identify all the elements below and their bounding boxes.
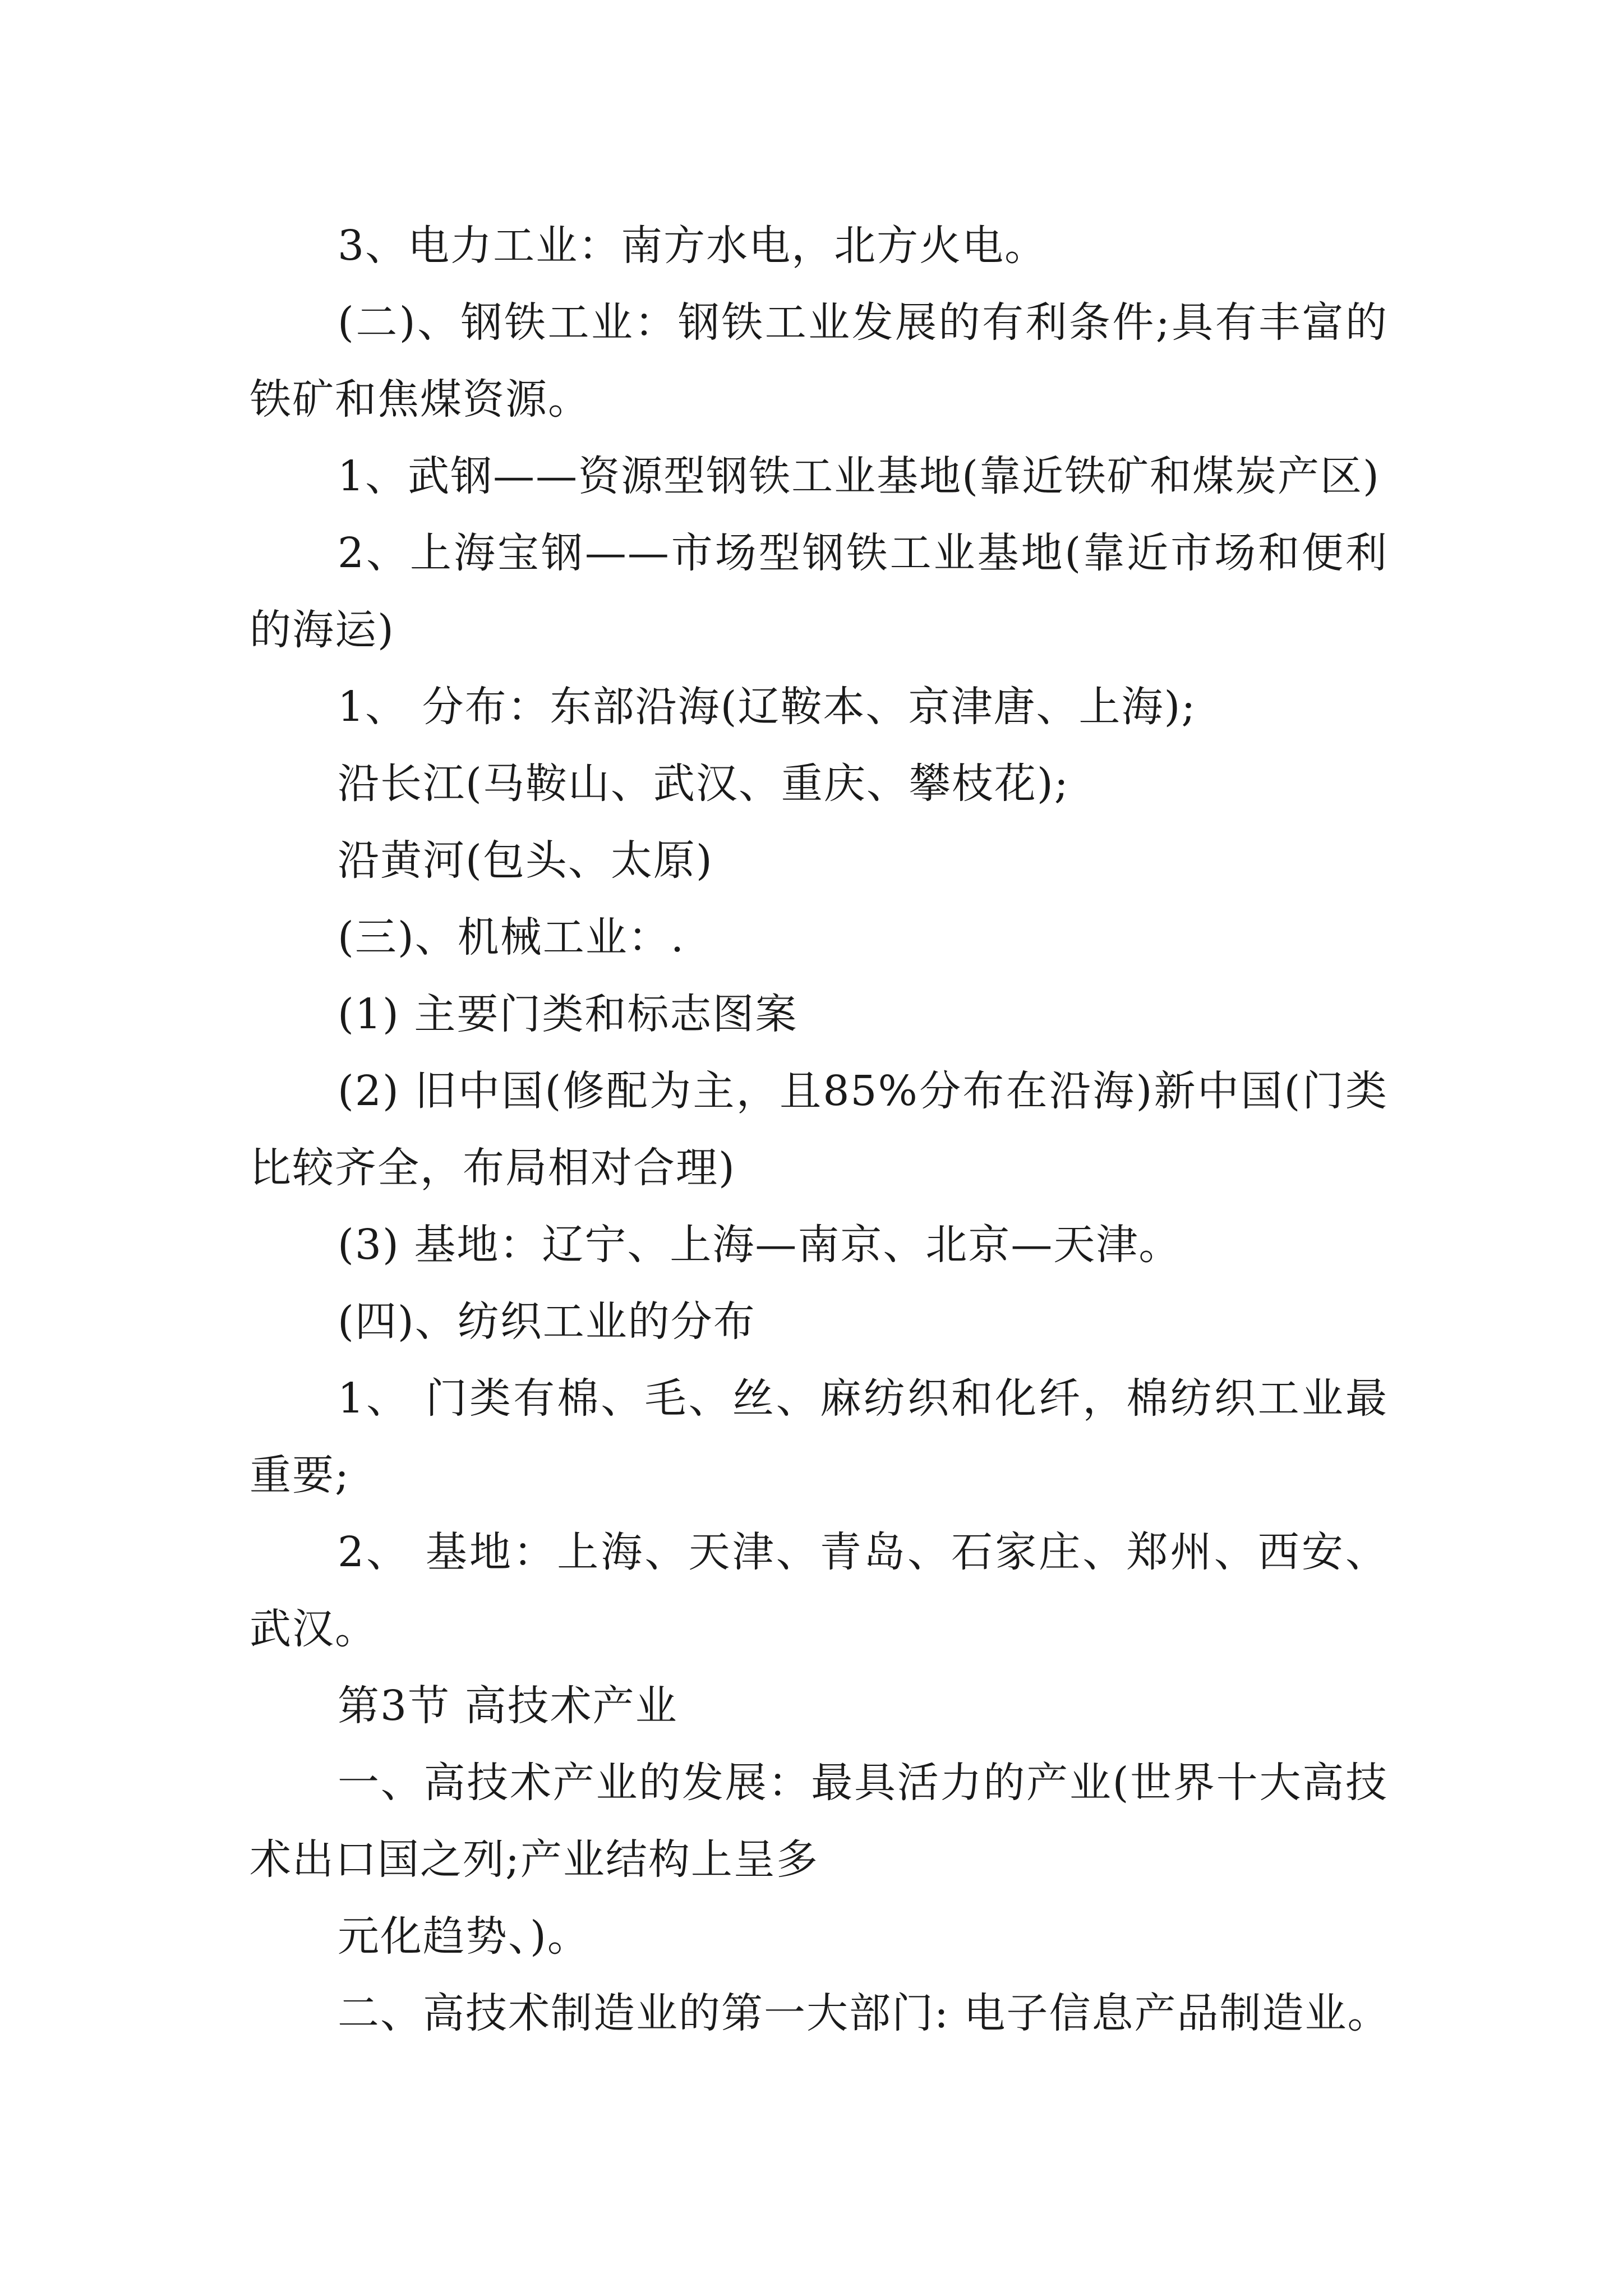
paragraph-steel-industry: (二)、钢铁工业：钢铁工业发展的有利条件;具有丰富的铁矿和焦煤资源。	[250, 298, 1388, 424]
paragraph-wugang: 1、武钢——资源型钢铁工业基地(靠近铁矿和煤炭产区)	[338, 452, 1380, 500]
paragraph-high-tech-continuation: 元化趋势、)。	[338, 1912, 590, 1961]
paragraph-baogang: 2、上海宝钢——市场型钢铁工业基地(靠近市场和便利的海运)	[250, 529, 1388, 654]
paragraph-textile-industry: (四)、纺织工业的分布	[338, 1297, 756, 1346]
section-heading-high-tech: 第3节 高技术产业	[338, 1682, 678, 1730]
paragraph-textile-categories: 1、 门类有棉、毛、丝、麻纺织和化纤，棉纺织工业最重要;	[250, 1374, 1388, 1499]
paragraph-machinery-categories: (1) 主要门类和标志图案	[338, 990, 798, 1038]
paragraph-machinery-bases: (3) 基地：辽宁、上海—南京、北京—天津。	[338, 1221, 1182, 1269]
paragraph-high-tech-development: 一、高技术产业的发展：最具活力的产业(世界十大高技术出口国之列;产业结构上呈多	[250, 1759, 1388, 1884]
paragraph-distribution-yangtze: 沿长江(马鞍山、武汉、重庆、攀枝花);	[338, 760, 1069, 808]
paragraph-machinery-industry: (三)、机械工业：.	[338, 913, 685, 961]
paragraph-power-industry: 3、电力工业：南方水电，北方火电。	[338, 222, 1048, 270]
paragraph-distribution-yellow-river: 沿黄河(包头、太原)	[338, 836, 713, 885]
document-body	[250, 208, 1388, 2052]
paragraph-high-tech-manufacturing: 二、高技术制造业的第一大部门: 电子信息产品制造业。	[338, 1989, 1390, 2037]
paragraph-textile-bases: 2、 基地：上海、天津、青岛、石家庄、郑州、西安、武汉。	[250, 1528, 1388, 1653]
paragraph-distribution-coast: 1、 分布：东部沿海(辽鞍本、京津唐、上海);	[338, 683, 1197, 731]
paragraph-machinery-history: (2) 旧中国(修配为主，且85%分布在沿海)新中国(门类比较齐全，布局相对合理)	[250, 1067, 1388, 1192]
